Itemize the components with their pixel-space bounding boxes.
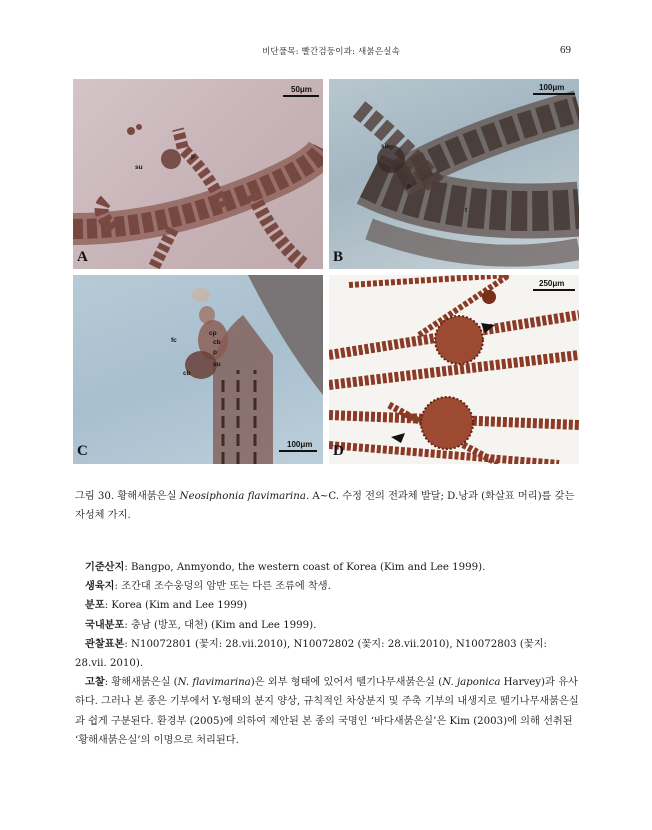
species-description xyxy=(75,558,580,750)
figure-30 xyxy=(73,79,579,464)
entry-distribution xyxy=(75,596,580,615)
entry-text: : 충남 (방포, 대천) (Kim and Lee 1999). xyxy=(124,619,317,631)
entry-label: 관찰표본 xyxy=(85,637,125,650)
annotation-cb-c-2: cb xyxy=(183,370,191,377)
entry-label: 국내분포 xyxy=(85,618,125,631)
entry-domestic-distribution xyxy=(75,616,580,635)
annotation-cp-c: cp xyxy=(209,330,217,337)
scale-bar-c xyxy=(279,450,317,452)
annotation-p-b: p xyxy=(407,183,411,190)
scale-bar-b xyxy=(533,93,575,95)
remarks-text-2: )은 외부 형태에 있어서 뗄기나무새붉은실 ( xyxy=(250,677,443,689)
micrograph-panel-a xyxy=(73,79,323,269)
page-number: 69 xyxy=(560,44,571,56)
panel-letter-d: D xyxy=(333,443,344,459)
figure-caption xyxy=(75,487,580,525)
scale-label-b: 100μm xyxy=(539,83,565,92)
micrograph-a-image xyxy=(73,79,323,269)
annotation-fc-c: fc xyxy=(171,337,177,344)
panel-letter-c: C xyxy=(77,443,88,459)
annotation-p-a: p xyxy=(191,153,195,160)
micrograph-d-image xyxy=(329,275,579,464)
scale-label-c: 100μm xyxy=(287,440,313,449)
caption-prefix: 그림 30. 황해새붉은실 xyxy=(75,491,180,502)
entry-remarks xyxy=(75,673,580,750)
panel-letter-b: B xyxy=(333,249,344,265)
micrograph-panel-d xyxy=(329,275,579,464)
annotation-t-b: t xyxy=(465,207,468,214)
entry-text: : 조간대 조수웅덩의 암반 또는 다른 조류에 착생. xyxy=(114,581,331,593)
running-head xyxy=(0,45,652,59)
annotation-su-a: su xyxy=(135,164,143,171)
entry-label: 분포 xyxy=(85,599,105,612)
remarks-text-3: Harvey)과 유사하다. 그러나 본 종은 기부에서 Y-형태의 분지 양상, 규칙적인 차상분지 및 주축 기부의 내생지로 뗄기나무새붉은실과 쉽게 구분된다. 환경부 (2005)에 의하여 제안된 본 종의 국명인 ‘바다새붉은실’은 Kim (2003)에 의해 선취된 ‘황해새붉은실’의 이명으로 처리된다. xyxy=(75,677,579,746)
micrograph-b-image xyxy=(329,79,579,269)
annotation-su-c: su xyxy=(213,361,221,368)
running-title: 비단풀목: 빨간검둥이과: 새붉은실속 xyxy=(262,47,401,57)
annotation-cb-c-1: cb xyxy=(213,339,221,346)
scale-bar-d xyxy=(533,289,575,291)
annotation-su-b: su xyxy=(381,143,389,150)
remarks-species-1: N. flavimarina xyxy=(177,677,251,689)
micrograph-panel-b xyxy=(329,79,579,269)
remarks-label: 고찰 xyxy=(85,676,105,689)
entry-label: 기준산지 xyxy=(85,561,125,573)
caption-species: Neosiphonia flavimarina xyxy=(179,491,306,502)
entry-text: : N10072801 (꽃지: 28.vii.2010), N10072802 (꽃지: 28.vii.2010), N10072803 (꽃지: 28.vii. 2010). xyxy=(75,638,547,670)
entry-habitat xyxy=(75,577,580,596)
panel-letter-a: A xyxy=(77,249,88,265)
entry-label: 생육지 xyxy=(85,580,115,593)
micrograph-c-image xyxy=(73,275,323,464)
remarks-text-1: : 황해새붉은실 ( xyxy=(104,677,178,689)
scale-bar-a xyxy=(283,95,319,97)
micrograph-panel-c xyxy=(73,275,323,464)
entry-specimens xyxy=(75,635,580,673)
entry-text: : Korea (Kim and Lee 1999) xyxy=(104,600,248,612)
annotation-p-c: p xyxy=(213,349,217,356)
scale-label-a: 50μm xyxy=(291,85,312,94)
remarks-species-2: N. japonica xyxy=(442,677,501,689)
scale-label-d: 250μm xyxy=(539,279,565,288)
caption-suffix: . A~C. 수정 전의 전과체 발달; D.낭과 (화살표 머리)를 갖는 자성체 가지. xyxy=(75,491,575,521)
entry-type-locality xyxy=(75,558,580,577)
entry-text: : Bangpo, Anmyondo, the western coast of Korea (Kim and Lee 1999). xyxy=(124,562,486,573)
